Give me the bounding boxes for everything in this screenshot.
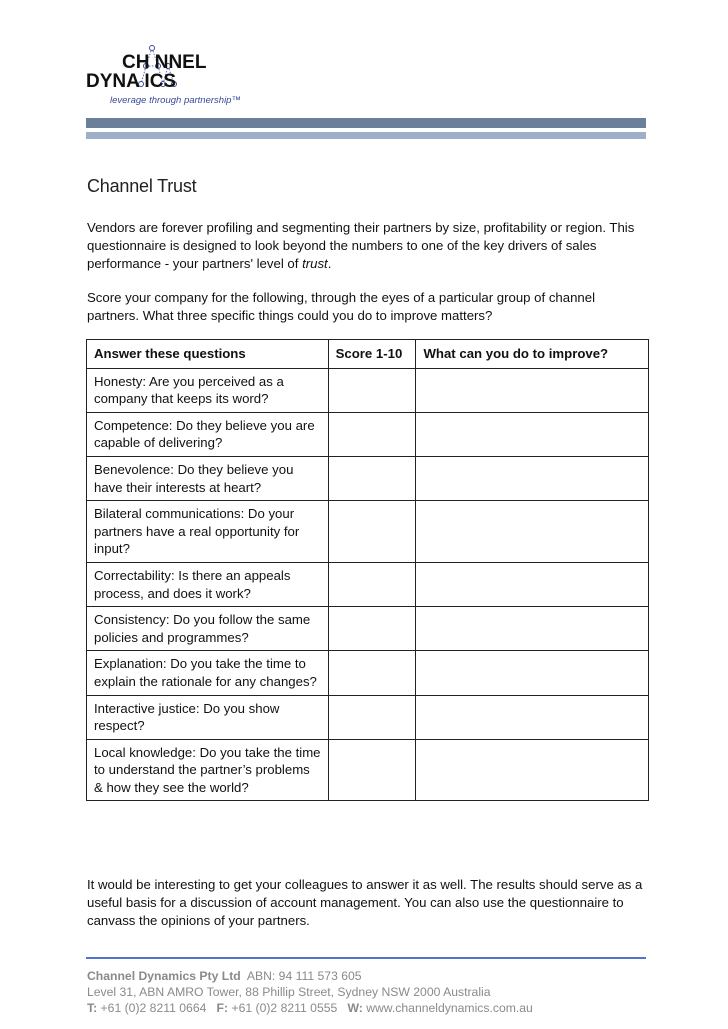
logo-tagline: leverage through partnership™ <box>110 95 241 106</box>
intro-end: . <box>327 256 332 271</box>
question-cell: Honesty: Are you perceived as a company that keeps its word? <box>87 368 329 412</box>
improve-cell[interactable] <box>416 651 649 695</box>
improve-cell[interactable] <box>416 607 649 651</box>
score-cell[interactable] <box>328 651 416 695</box>
improve-cell[interactable] <box>416 562 649 606</box>
footer <box>87 968 533 1017</box>
table-row <box>87 695 649 739</box>
footer-address: Level 31, ABN AMRO Tower, 88 Phillip Street, Sydney NSW 2000 Australia <box>87 985 491 1000</box>
score-cell[interactable] <box>328 739 416 801</box>
score-cell[interactable] <box>328 412 416 456</box>
logo-graphic <box>86 44 256 94</box>
question-cell: Local knowledge: Do you take the time to understand the partner’s problems & how they see the world? <box>87 739 329 801</box>
question-cell: Competence: Do they believe you are capable of delivering? <box>87 412 329 456</box>
question-cell: Interactive justice: Do you show respect? <box>87 695 329 739</box>
footer-web-link[interactable]: www.channeldynamics.com.au <box>366 1001 533 1016</box>
table-row <box>87 368 649 412</box>
footer-abn: ABN: 94 111 573 605 <box>246 969 362 983</box>
table-row <box>87 607 649 651</box>
table-row <box>87 412 649 456</box>
score-cell[interactable] <box>328 607 416 651</box>
footer-line1 <box>87 968 533 984</box>
footer-rule <box>86 957 646 959</box>
intro-paragraph <box>87 219 647 273</box>
score-cell[interactable] <box>328 562 416 606</box>
intro-text: Vendors are forever profiling and segmenting their partners by size, profitability or region. This questionnaire is designed to look beyond the numbers to one of the key drivers of sales performance - your partners' level of <box>87 220 635 271</box>
table-row <box>87 562 649 606</box>
table-header-row <box>87 340 649 369</box>
table-row <box>87 501 649 563</box>
improve-cell[interactable] <box>416 739 649 801</box>
score-cell[interactable] <box>328 501 416 563</box>
table-row <box>87 739 649 801</box>
page-title: Channel Trust <box>87 176 197 196</box>
instruction-paragraph: Score your company for the following, through the eyes of a particular group of channel partners. What three specific things could you do to improve matters? <box>87 290 596 323</box>
question-cell: Explanation: Do you take the time to explain the rationale for any changes? <box>87 651 329 695</box>
footer-phone: +61 (0)2 8211 0664 <box>100 1001 207 1016</box>
footer-web-label: W: <box>347 1001 363 1016</box>
question-cell: Correctability: Is there an appeals process, and does it work? <box>87 562 329 606</box>
footer-fax-label: F: <box>216 1001 229 1016</box>
header-questions: Answer these questions <box>87 340 329 369</box>
question-cell: Bilateral communications: Do your partners have a real opportunity for input? <box>87 501 329 563</box>
improve-cell[interactable] <box>416 412 649 456</box>
header-bar-dark <box>86 118 646 128</box>
header-improve: What can you do to improve? <box>416 340 649 369</box>
score-cell[interactable] <box>328 456 416 500</box>
question-cell: Benevolence: Do they believe you have their interests at heart? <box>87 456 329 500</box>
intro-italic: trust <box>302 256 328 271</box>
footer-phone-label: T: <box>87 1001 98 1016</box>
improve-cell[interactable] <box>416 456 649 500</box>
footer-line3 <box>87 1000 533 1016</box>
question-cell: Consistency: Do you follow the same policies and programmes? <box>87 607 329 651</box>
header-bar-light <box>86 132 646 139</box>
logo-line1: CH NNEL <box>122 52 207 73</box>
table-row <box>87 456 649 500</box>
table-row <box>87 651 649 695</box>
company-logo <box>86 44 256 110</box>
score-cell[interactable] <box>328 695 416 739</box>
improve-cell[interactable] <box>416 368 649 412</box>
closing-paragraph: It would be interesting to get your colleagues to answer it as well. The results should serve as a useful basis for a discussion of account management. You can also use the questionnaire to canvass the opinions of your partners. <box>87 877 643 928</box>
header-score: Score 1-10 <box>328 340 416 369</box>
improve-cell[interactable] <box>416 695 649 739</box>
questionnaire-table <box>86 339 649 801</box>
footer-company: Channel Dynamics Pty Ltd <box>87 969 241 983</box>
improve-cell[interactable] <box>416 501 649 563</box>
logo-line2: DYNA ICS <box>86 71 177 92</box>
score-cell[interactable] <box>328 368 416 412</box>
footer-fax: +61 (0)2 8211 0555 <box>231 1001 338 1016</box>
